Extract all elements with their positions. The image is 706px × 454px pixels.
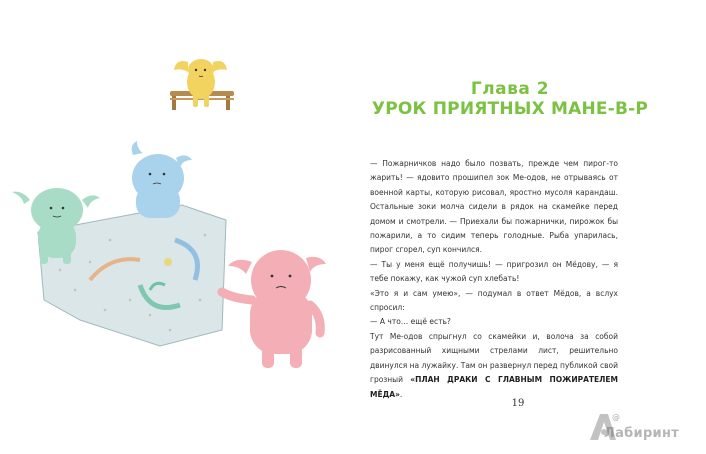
page-number: 19 [511,398,525,409]
paragraph: — А что… ещё есть? [370,317,451,327]
pink-creature-illustration [222,250,326,368]
paragraph: — Пожарничков надо было позвать, прежде чем пирог-то жарить! — ядовито прошипел зок Ме-одов, не отрываясь от военной карты, которую рисовал, яростно мусоля карандаш. Остальные зоки молча сидели в рядок на скамейке перед домом и смотрели. — Приехали бы пожарнички, пирожок бы пожарили, а то сидим теперь голодные. Рыба упарилась, пирог сгорел, суп кончился. [370,159,618,255]
paragraph: «Это я и сам умею», — подумал в ответ Мёдов, а вслух спросил: [370,288,618,313]
paragraph-text-end: . [399,389,403,399]
paragraph [370,330,618,402]
paragraph-text: Тут Ме-одов спрыгнул со скамейки и, волоча за собой разрисованный хищными стрелами лист, решительно двинулся на лужайку. Там он развернул перед публикой свой грозный [370,331,618,385]
chapter-title: УРОК ПРИЯТНЫХ МАНЕ-В-Р [371,99,649,119]
paragraph: — Ты у меня ещё получишь! — пригрозил он Мёдову, — я тебе покажу, как чужой суп хлебать! [370,259,618,284]
plan-title: «ПЛАН ДРАКИ С ГЛАВНЫМ ПОЖИРАТЕЛЕМ МЁДА» [370,375,618,399]
watermark-text: Лабиринт [604,426,680,441]
chapter-number: Глава 2 [470,79,550,99]
bench-creature-illustration [170,59,234,110]
body-text [370,157,618,402]
watermark-at: @ [612,413,620,422]
